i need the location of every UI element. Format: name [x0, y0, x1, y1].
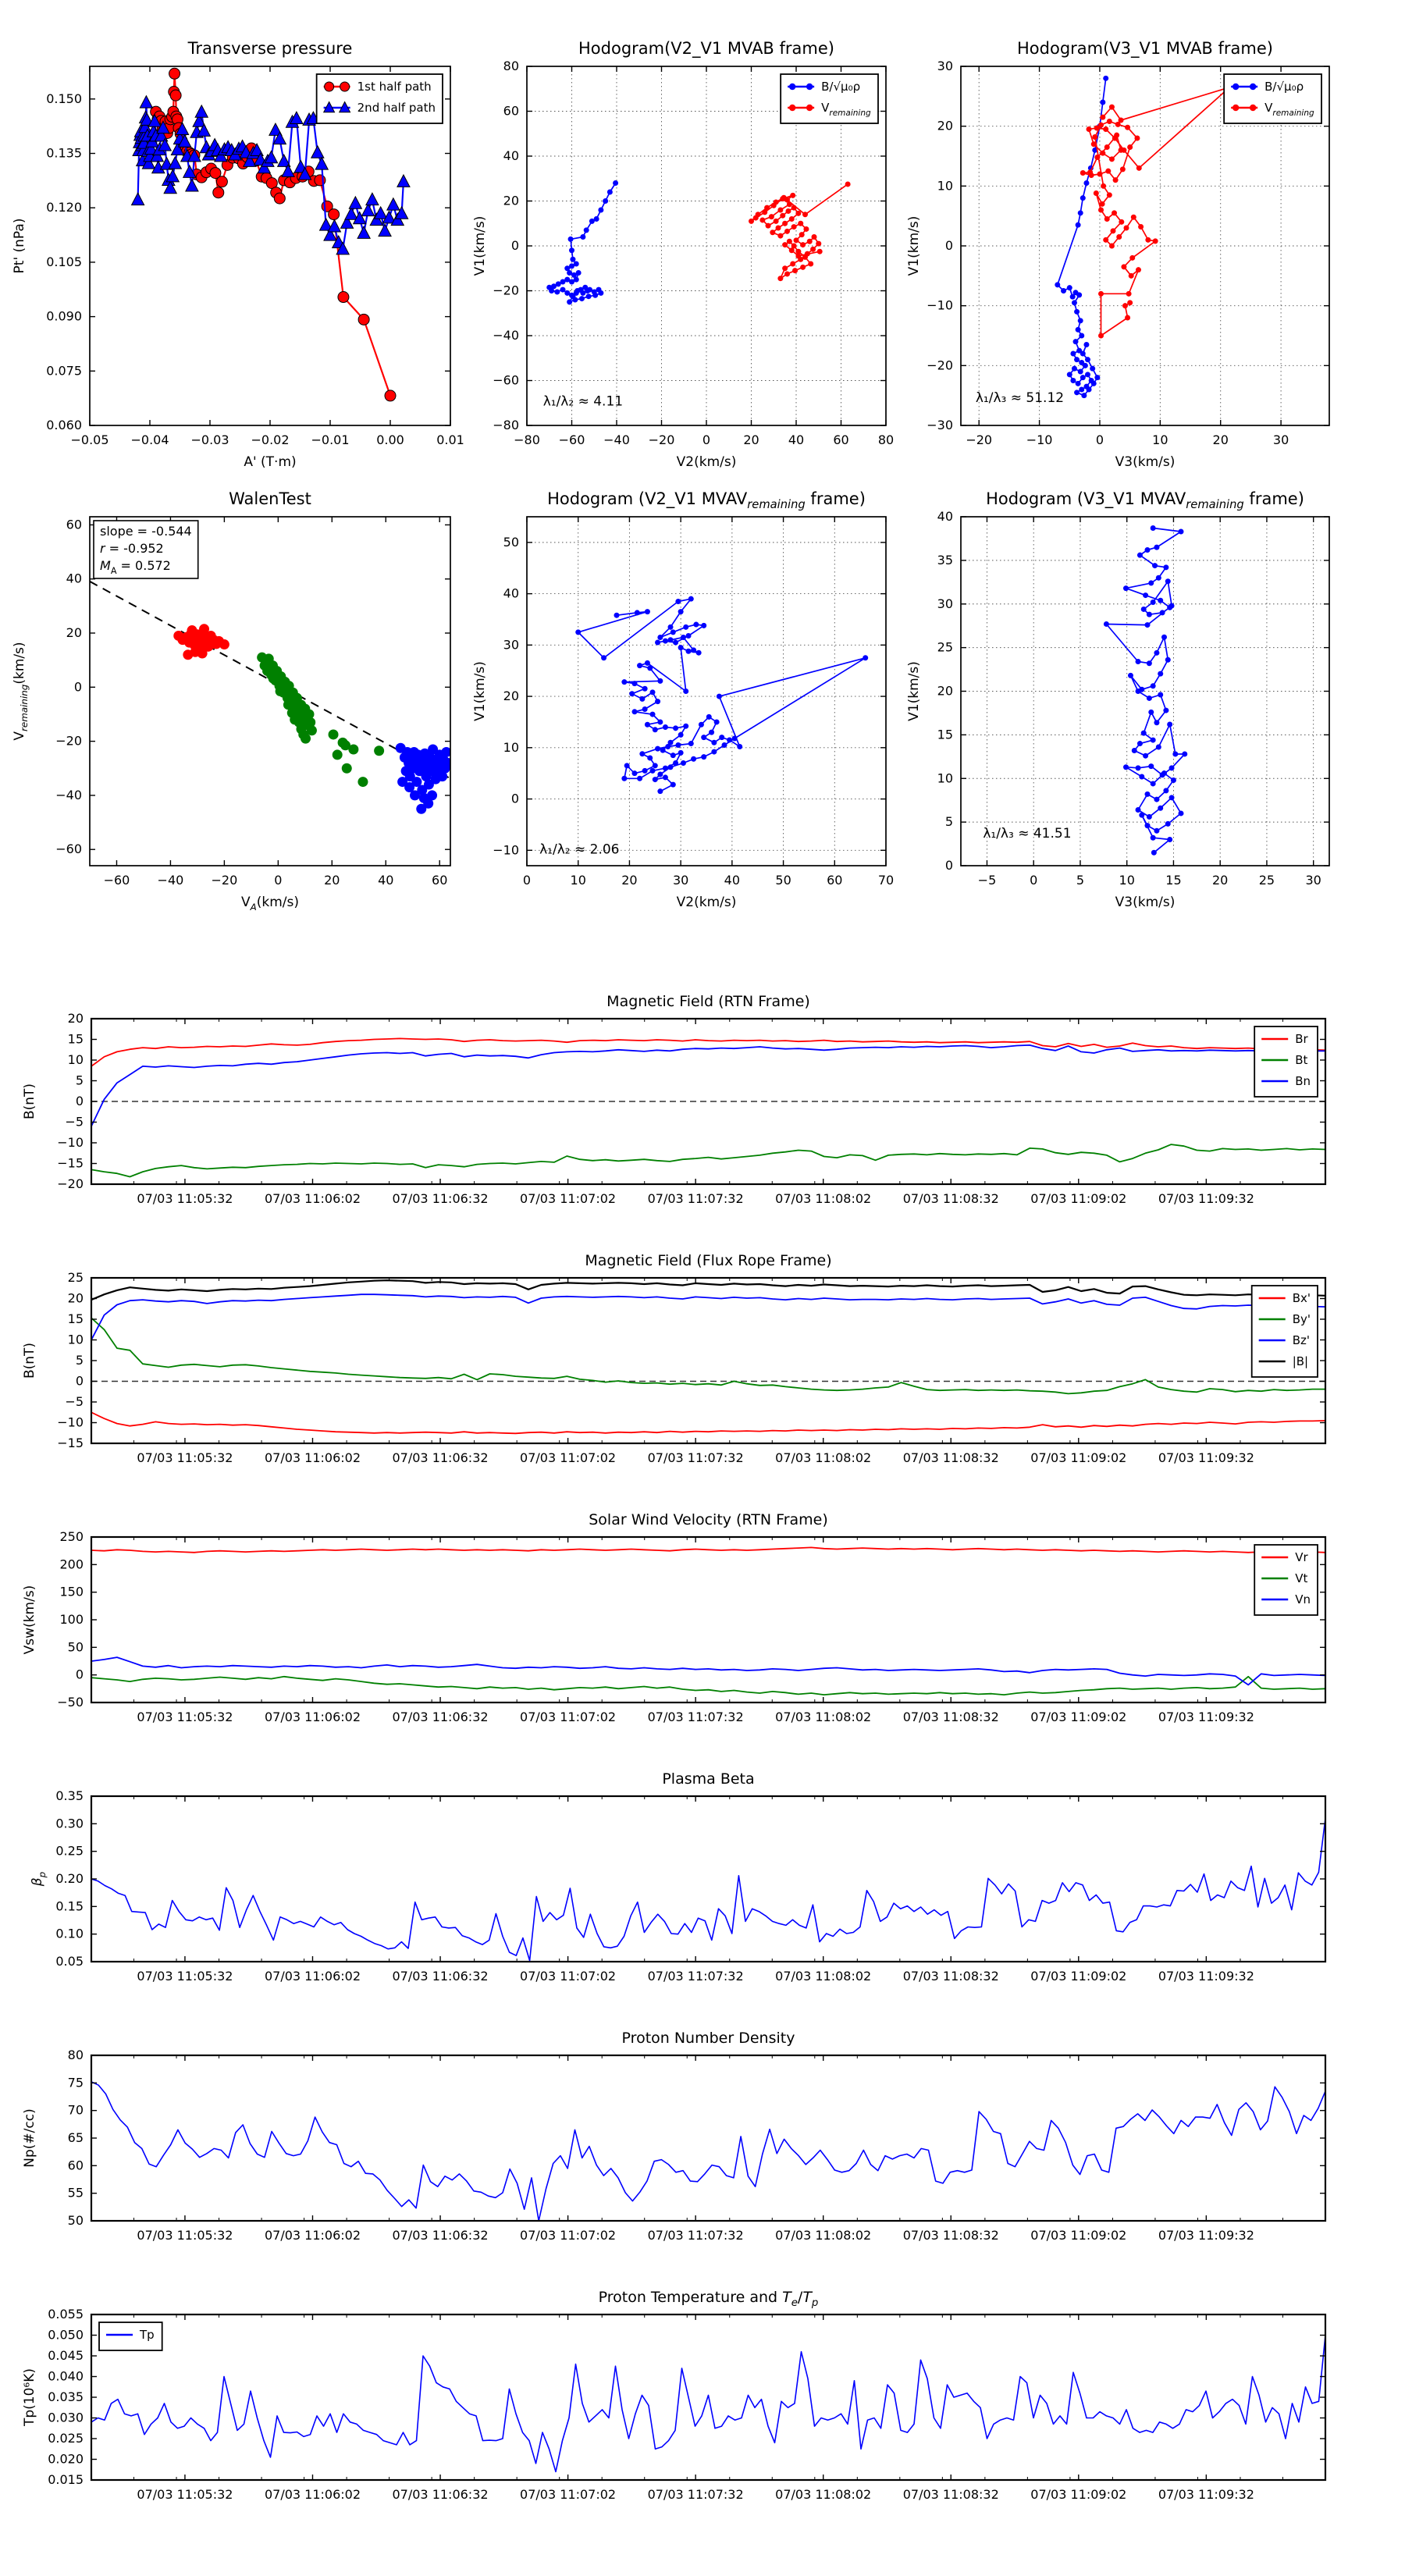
svg-text:20: 20: [743, 432, 759, 447]
svg-text:−20: −20: [648, 432, 675, 447]
svg-text:07/03 11:05:32: 07/03 11:05:32: [137, 1191, 233, 1206]
svg-text:Vsw(km/s): Vsw(km/s): [22, 1585, 37, 1655]
svg-text:07/03 11:08:32: 07/03 11:08:32: [902, 2228, 999, 2243]
svg-text:r = -0.952: r = -0.952: [100, 541, 164, 556]
svg-text:07/03 11:07:32: 07/03 11:07:32: [647, 1710, 744, 1724]
svg-text:60: 60: [833, 432, 849, 447]
svg-text:0.040: 0.040: [48, 2368, 84, 2384]
svg-text:Proton Number Density: Proton Number Density: [621, 2030, 795, 2047]
svg-text:Magnetic Field (RTN Frame): Magnetic Field (RTN Frame): [606, 993, 810, 1010]
svg-text:07/03 11:05:32: 07/03 11:05:32: [137, 1710, 233, 1724]
svg-text:−0.02: −0.02: [251, 432, 290, 447]
svg-text:15: 15: [937, 727, 953, 742]
svg-text:Hodogram (V3_V1 MVAVremaining: Hodogram (V3_V1 $MVAV_{remaining}$ frame): [986, 489, 1304, 511]
svg-text:0.150: 0.150: [46, 91, 82, 106]
plot-solar-wind-velocity: [0, 1498, 1405, 1757]
svg-text:07/03 11:07:02: 07/03 11:07:02: [520, 2228, 617, 2243]
svg-text:0.10: 0.10: [55, 1926, 84, 1941]
svg-text:07/03 11:07:02: 07/03 11:07:02: [520, 1969, 617, 1984]
svg-text:βp: $\beta_p$: [30, 1871, 48, 1887]
svg-text:07/03 11:09:32: 07/03 11:09:32: [1158, 1969, 1254, 1984]
svg-text:07/03 11:06:02: 07/03 11:06:02: [264, 1969, 361, 1984]
svg-text:V3(km/s): V3(km/s): [1115, 454, 1176, 470]
svg-text:λ₁/λ₃ ≈ 51.12: λ₁/λ₃ ≈ 51.12: [975, 390, 1065, 407]
svg-text:0.015: 0.015: [48, 2472, 84, 2487]
plot-proton-number-density: [0, 2016, 1405, 2275]
svg-text:07/03 11:06:02: 07/03 11:06:02: [264, 2228, 361, 2243]
svg-text:07/03 11:05:32: 07/03 11:05:32: [137, 2487, 233, 2502]
svg-text:−30: −30: [927, 418, 953, 432]
svg-text:20: 20: [67, 1011, 84, 1026]
svg-text:−0.01: −0.01: [311, 432, 350, 447]
svg-text:10: 10: [937, 770, 953, 786]
svg-text:60: 60: [503, 103, 519, 119]
svg-text:−80: −80: [493, 418, 519, 432]
svg-text:Hodogram(V2_V1 MVAB frame): Hodogram(V2_V1 MVAB frame): [578, 39, 834, 58]
svg-text:0: 0: [702, 432, 711, 447]
svg-text:Pt' (nPa): Pt' (nPa): [12, 218, 27, 274]
svg-text:−10: −10: [57, 1414, 84, 1430]
svg-text:07/03 11:08:32: 07/03 11:08:32: [902, 1969, 999, 1984]
svg-text:λ₁/λ₂ ≈ 4.11: λ₁/λ₂ ≈ 4.11: [542, 393, 624, 410]
svg-text:0.045: 0.045: [48, 2348, 84, 2363]
svg-text:Transverse pressure: Transverse pressure: [187, 39, 353, 58]
svg-text:07/03 11:08:02: 07/03 11:08:02: [775, 1450, 872, 1465]
svg-text:−40: −40: [55, 787, 82, 802]
svg-text:0: 0: [510, 791, 519, 806]
svg-text:20: 20: [1212, 873, 1229, 888]
svg-text:Proton Temperature and Te/Tp: Proton Temperature and $T_e/T_p$: [598, 2289, 819, 2309]
svg-text:20: 20: [503, 193, 519, 208]
svg-text:07/03 11:07:32: 07/03 11:07:32: [647, 2228, 744, 2243]
svg-text:07/03 11:08:32: 07/03 11:08:32: [902, 1450, 999, 1465]
svg-text:07/03 11:08:02: 07/03 11:08:02: [775, 2487, 872, 2502]
svg-text:0.15: 0.15: [55, 1898, 84, 1914]
svg-text:Vt: Vt: [1295, 1571, 1308, 1585]
svg-text:30: 30: [937, 596, 953, 611]
svg-text:20: 20: [66, 625, 82, 640]
svg-text:07/03 11:07:02: 07/03 11:07:02: [520, 2487, 617, 2502]
svg-text:07/03 11:07:32: 07/03 11:07:32: [647, 1191, 744, 1206]
svg-text:0: 0: [522, 873, 532, 888]
svg-text:−60: −60: [55, 841, 82, 857]
svg-text:Vn: Vn: [1295, 1592, 1311, 1606]
svg-text:0.030: 0.030: [48, 2410, 84, 2425]
svg-text:0: 0: [75, 1373, 84, 1389]
svg-text:20: 20: [621, 873, 638, 888]
svg-text:07/03 11:05:32: 07/03 11:05:32: [137, 2228, 233, 2243]
svg-text:−0.05: −0.05: [70, 432, 109, 447]
svg-text:25: 25: [937, 639, 953, 655]
svg-text:WalenTest: WalenTest: [229, 489, 311, 508]
svg-text:0.090: 0.090: [46, 308, 82, 324]
svg-text:15: 15: [67, 1311, 84, 1326]
svg-text:0.25: 0.25: [55, 1843, 84, 1859]
svg-text:60: 60: [827, 873, 843, 888]
svg-text:20: 20: [67, 1290, 84, 1306]
svg-text:0.025: 0.025: [48, 2431, 84, 2446]
svg-text:200: 200: [59, 1557, 84, 1572]
svg-text:40: 40: [724, 873, 741, 888]
svg-text:07/03 11:06:32: 07/03 11:06:32: [392, 1969, 489, 1984]
svg-text:0.020: 0.020: [48, 2451, 84, 2467]
svg-text:5: 5: [75, 1353, 84, 1368]
svg-text:80: 80: [503, 59, 519, 73]
svg-text:07/03 11:08:32: 07/03 11:08:32: [902, 1710, 999, 1724]
svg-text:07/03 11:06:32: 07/03 11:06:32: [392, 1191, 489, 1206]
svg-text:2nd half path: 2nd half path: [357, 101, 436, 115]
svg-text:V2(km/s): V2(km/s): [676, 454, 737, 470]
plot-magnetic-field-flux-rope: [0, 1239, 1405, 1498]
svg-text:07/03 11:08:02: 07/03 11:08:02: [775, 1710, 872, 1724]
svg-text:0.035: 0.035: [48, 2389, 84, 2404]
svg-text:40: 40: [503, 585, 519, 601]
svg-text:07/03 11:06:32: 07/03 11:06:32: [392, 2228, 489, 2243]
svg-text:Br: Br: [1295, 1032, 1308, 1046]
svg-text:0: 0: [73, 679, 82, 695]
svg-text:07/03 11:06:02: 07/03 11:06:02: [264, 1191, 361, 1206]
svg-text:07/03 11:07:32: 07/03 11:07:32: [647, 1969, 744, 1984]
svg-text:07/03 11:06:32: 07/03 11:06:32: [392, 1450, 489, 1465]
svg-text:60: 60: [66, 517, 82, 532]
svg-text:Np(#/cc): Np(#/cc): [22, 2108, 37, 2168]
svg-text:07/03 11:06:02: 07/03 11:06:02: [264, 1450, 361, 1465]
svg-text:10: 10: [67, 1052, 84, 1067]
svg-text:Tp: Tp: [140, 2328, 155, 2342]
svg-text:20: 20: [324, 873, 340, 888]
svg-text:Solar Wind Velocity (RTN Frame: Solar Wind Velocity (RTN Frame): [589, 1511, 828, 1528]
plot-hodogram-v3v1-mvab: [906, 0, 1405, 470]
svg-text:10: 10: [67, 1332, 84, 1347]
svg-text:−5: −5: [65, 1114, 84, 1130]
svg-text:0: 0: [75, 1667, 84, 1682]
svg-text:Plasma Beta: Plasma Beta: [662, 1770, 755, 1788]
svg-text:65: 65: [67, 2130, 84, 2145]
svg-text:0.105: 0.105: [46, 254, 82, 269]
svg-text:Hodogram(V3_V1 MVAB frame): Hodogram(V3_V1 MVAB frame): [1017, 39, 1273, 58]
svg-text:07/03 11:09:02: 07/03 11:09:02: [1030, 1710, 1127, 1724]
svg-text:−20: −20: [966, 432, 993, 447]
svg-text:−0.03: −0.03: [190, 432, 229, 447]
svg-text:0.055: 0.055: [48, 2307, 84, 2322]
svg-text:07/03 11:07:02: 07/03 11:07:02: [520, 1710, 617, 1724]
svg-text:0: 0: [274, 873, 283, 888]
svg-text:slope = -0.544: slope = -0.544: [100, 524, 192, 539]
plot-hodogram-v2v1-mvab: [468, 0, 937, 468]
svg-text:−60: −60: [558, 432, 585, 447]
svg-text:−10: −10: [57, 1135, 84, 1150]
svg-text:Vremaining(km/s): $V_{remaining}(km/s)$: [12, 642, 30, 741]
svg-text:−10: −10: [493, 842, 519, 858]
svg-text:−60: −60: [493, 372, 519, 388]
svg-text:0: 0: [944, 238, 953, 253]
svg-text:−0.04: −0.04: [130, 432, 169, 447]
svg-text:λ₁/λ₂ ≈ 2.06: λ₁/λ₂ ≈ 2.06: [539, 841, 620, 858]
svg-text:0.135: 0.135: [46, 145, 82, 161]
svg-text:−20: −20: [55, 733, 82, 749]
svg-text:07/03 11:06:32: 07/03 11:06:32: [392, 2487, 489, 2502]
plot-proton-temperature: [0, 2275, 1405, 2535]
svg-text:40: 40: [503, 148, 519, 163]
svg-text:07/03 11:08:02: 07/03 11:08:02: [775, 2228, 872, 2243]
svg-text:10: 10: [937, 178, 953, 194]
svg-text:Magnetic Field (Flux Rope Fram: Magnetic Field (Flux Rope Frame): [585, 1252, 832, 1269]
svg-text:Hodogram (V2_V1 MVAVremaining: Hodogram (V2_V1 $MVAV_{remaining}$ frame): [547, 489, 866, 511]
svg-text:60: 60: [432, 873, 448, 888]
svg-text:07/03 11:09:02: 07/03 11:09:02: [1030, 2487, 1127, 2502]
svg-text:50: 50: [775, 873, 791, 888]
svg-text:25: 25: [67, 1270, 84, 1285]
svg-text:−40: −40: [603, 432, 630, 447]
svg-text:40: 40: [788, 432, 805, 447]
svg-text:V1(km/s): V1(km/s): [906, 661, 922, 721]
svg-text:07/03 11:06:02: 07/03 11:06:02: [264, 1710, 361, 1724]
svg-text:−20: −20: [493, 283, 519, 298]
svg-text:07/03 11:09:02: 07/03 11:09:02: [1030, 2228, 1127, 2243]
svg-text:B(nT): B(nT): [22, 1342, 37, 1379]
svg-text:−15: −15: [57, 1155, 84, 1171]
svg-text:0.05: 0.05: [55, 1954, 84, 1969]
svg-text:−40: −40: [493, 328, 519, 343]
svg-text:40: 40: [66, 571, 82, 586]
svg-text:07/03 11:09:02: 07/03 11:09:02: [1030, 1191, 1127, 1206]
svg-text:07/03 11:08:32: 07/03 11:08:32: [902, 2487, 999, 2502]
svg-text:07/03 11:05:32: 07/03 11:05:32: [137, 1450, 233, 1465]
svg-text:07/03 11:09:32: 07/03 11:09:32: [1158, 1450, 1254, 1465]
svg-text:−80: −80: [514, 432, 540, 447]
svg-text:20: 20: [503, 688, 519, 704]
svg-text:V3(km/s): V3(km/s): [1115, 895, 1176, 910]
svg-text:07/03 11:09:32: 07/03 11:09:32: [1158, 2487, 1254, 2502]
svg-text:07/03 11:07:02: 07/03 11:07:02: [520, 1450, 617, 1465]
svg-text:10: 10: [570, 873, 586, 888]
svg-text:V1(km/s): V1(km/s): [906, 215, 922, 276]
svg-text:Bz': Bz': [1292, 1333, 1310, 1347]
svg-text:5: 5: [75, 1073, 84, 1088]
svg-text:0.060: 0.060: [46, 418, 82, 432]
svg-text:30: 30: [1305, 873, 1321, 888]
svg-text:Bn: Bn: [1295, 1074, 1311, 1088]
svg-text:V2(km/s): V2(km/s): [676, 895, 737, 910]
svg-text:50: 50: [503, 534, 519, 550]
svg-text:07/03 11:08:32: 07/03 11:08:32: [902, 1191, 999, 1206]
svg-text:250: 250: [59, 1529, 84, 1544]
svg-text:0.075: 0.075: [46, 363, 82, 379]
svg-text:30: 30: [1272, 432, 1289, 447]
svg-text:0: 0: [510, 238, 519, 253]
svg-text:B/√μ₀ρ: B/√μ₀ρ: [821, 80, 861, 94]
svg-text:30: 30: [503, 637, 519, 653]
svg-text:60: 60: [67, 2158, 84, 2173]
svg-text:−20: −20: [927, 358, 953, 373]
svg-text:5: 5: [944, 814, 953, 830]
svg-text:07/03 11:07:02: 07/03 11:07:02: [520, 1191, 617, 1206]
svg-text:VA(km/s): $V_A(km/s)$: [240, 895, 300, 913]
svg-text:07/03 11:09:32: 07/03 11:09:32: [1158, 1191, 1254, 1206]
plot-plasma-beta: [0, 1757, 1405, 2016]
svg-text:−5: −5: [65, 1394, 84, 1409]
svg-text:0.30: 0.30: [55, 1816, 84, 1831]
svg-text:0: 0: [944, 858, 953, 873]
svg-text:−60: −60: [103, 873, 130, 888]
svg-text:150: 150: [59, 1584, 84, 1599]
svg-text:07/03 11:06:02: 07/03 11:06:02: [264, 2487, 361, 2502]
svg-text:0.01: 0.01: [436, 432, 464, 447]
svg-text:70: 70: [877, 873, 895, 888]
svg-text:−10: −10: [1026, 432, 1053, 447]
svg-text:40: 40: [378, 873, 394, 888]
svg-text:07/03 11:07:32: 07/03 11:07:32: [647, 2487, 744, 2502]
svg-text:−10: −10: [927, 297, 953, 313]
svg-text:0: 0: [1030, 873, 1038, 888]
svg-text:07/03 11:09:02: 07/03 11:09:02: [1030, 1450, 1127, 1465]
svg-text:0.35: 0.35: [55, 1788, 84, 1803]
svg-text:40: 40: [937, 509, 953, 524]
svg-text:55: 55: [67, 2185, 84, 2201]
svg-text:Vremaining: $V_{remaining}$: [821, 101, 871, 118]
svg-text:Vremaining: $V_{remaining}$: [1264, 101, 1314, 118]
svg-text:B(nT): B(nT): [22, 1083, 37, 1120]
svg-text:0.050: 0.050: [48, 2327, 84, 2343]
svg-text:15: 15: [67, 1031, 84, 1047]
plot-transverse-pressure: [0, 0, 468, 468]
svg-text:B/√μ₀ρ: B/√μ₀ρ: [1264, 80, 1304, 94]
svg-text:07/03 11:05:32: 07/03 11:05:32: [137, 1969, 233, 1984]
svg-text:07/03 11:09:32: 07/03 11:09:32: [1158, 2228, 1254, 2243]
plot-hodogram-v2v1-mvav: [468, 468, 937, 925]
svg-text:0.00: 0.00: [376, 432, 404, 447]
svg-text:10: 10: [1119, 873, 1135, 888]
svg-text:−5: −5: [977, 873, 997, 888]
svg-text:07/03 11:09:02: 07/03 11:09:02: [1030, 1969, 1127, 1984]
svg-text:50: 50: [67, 1639, 84, 1655]
svg-text:V1(km/s): V1(km/s): [472, 661, 488, 721]
svg-text:−50: −50: [57, 1695, 84, 1710]
svg-text:10: 10: [1152, 432, 1168, 447]
svg-text:−20: −20: [57, 1176, 84, 1191]
svg-text:0: 0: [1095, 432, 1104, 447]
svg-text:15: 15: [1165, 873, 1182, 888]
svg-text:80: 80: [877, 432, 895, 447]
svg-text:0.20: 0.20: [55, 1871, 84, 1886]
svg-text:0: 0: [75, 1094, 84, 1108]
svg-text:0.120: 0.120: [46, 200, 82, 215]
svg-text:Tp(10⁶K): Tp(10⁶K): [22, 2368, 37, 2427]
svg-text:Bx': Bx': [1292, 1291, 1311, 1305]
svg-text:07/03 11:08:02: 07/03 11:08:02: [775, 1191, 872, 1206]
svg-text:−40: −40: [157, 873, 184, 888]
svg-text:70: 70: [67, 2102, 84, 2118]
svg-text:25: 25: [1258, 873, 1275, 888]
plot-hodogram-v3v1-mvav: [906, 468, 1405, 925]
svg-text:λ₁/λ₃ ≈ 41.51: λ₁/λ₃ ≈ 41.51: [983, 826, 1072, 842]
svg-text:07/03 11:08:02: 07/03 11:08:02: [775, 1969, 872, 1984]
svg-text:20: 20: [1212, 432, 1229, 447]
plot-walen-test: [0, 468, 468, 925]
svg-text:100: 100: [59, 1612, 84, 1627]
svg-text:20: 20: [937, 683, 953, 699]
svg-text:By': By': [1292, 1312, 1311, 1326]
svg-text:Bt: Bt: [1295, 1053, 1308, 1067]
svg-text:1st half path: 1st half path: [357, 80, 432, 94]
svg-text:A' (T·m): A' (T·m): [244, 454, 297, 470]
plot-magnetic-field-rtn: [0, 980, 1405, 1239]
svg-text:07/03 11:07:32: 07/03 11:07:32: [647, 1450, 744, 1465]
svg-text:5: 5: [1076, 873, 1085, 888]
svg-text:30: 30: [937, 59, 953, 73]
svg-text:50: 50: [67, 2213, 84, 2228]
svg-text:10: 10: [503, 739, 519, 755]
svg-text:|B|: |B|: [1292, 1354, 1309, 1368]
svg-text:20: 20: [937, 118, 953, 133]
svg-text:−20: −20: [211, 873, 238, 888]
svg-text:Vr: Vr: [1295, 1550, 1308, 1564]
svg-text:07/03 11:06:32: 07/03 11:06:32: [392, 1710, 489, 1724]
svg-text:V1(km/s): V1(km/s): [472, 215, 488, 276]
svg-text:80: 80: [67, 2048, 84, 2062]
svg-text:30: 30: [672, 873, 689, 888]
svg-text:35: 35: [937, 552, 953, 568]
svg-text:75: 75: [67, 2075, 84, 2090]
svg-text:07/03 11:09:32: 07/03 11:09:32: [1158, 1710, 1254, 1724]
svg-text:MA = 0.572: $M_A = 0.572$: [100, 558, 171, 576]
svg-text:−15: −15: [57, 1436, 84, 1450]
